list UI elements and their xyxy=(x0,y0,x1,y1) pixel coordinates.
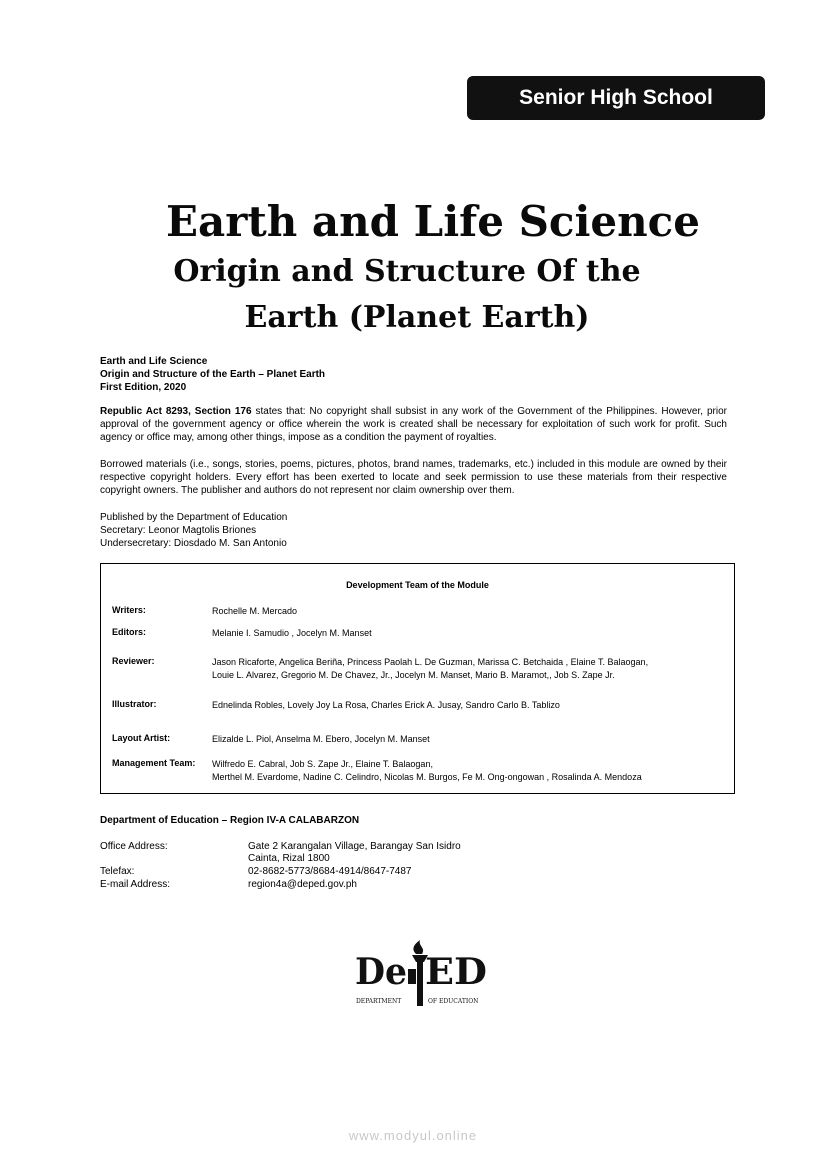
reviewer-line-2: Louie L. Alvarez, Gregorio M. De Chavez, Jr., Jocelyn M. Manset, Mario B. Maramot,, Job S. Zape Jr. xyxy=(212,670,615,680)
management-line-2: Merthel M. Evardome, Nadine C. Celindro, Nicolas M. Burgos, Fe M. Ong-ongowan , Rosalinda A. Mendoza xyxy=(212,772,642,782)
publisher-line: Published by the Department of Education xyxy=(100,512,288,523)
copyright-lead: Republic Act 8293, Section 176 xyxy=(100,406,252,417)
page-title: Earth and Life Science xyxy=(166,197,700,246)
writers-label: Writers: xyxy=(112,605,146,615)
editors-label: Editors: xyxy=(112,627,147,637)
telefax-value: 02-8682-5773/8684-4914/8647-7487 xyxy=(248,866,412,877)
meta-subject: Earth and Life Science xyxy=(100,356,208,367)
management-line-1: Wilfredo E. Cabral, Job S. Zape Jr., Elaine T. Balaogan, xyxy=(212,759,433,769)
copyright-text: states that: No copyright shall subsist in any work of the Government of the Philippines. However, prior approval of the government agency or office wherein the work is created shall be necessary for exploitation of such work for profit. Such agency or office may, among other things, impose as a condition the payment of royalties. xyxy=(100,406,727,443)
logo-sub-right: OF EDUCATION xyxy=(428,998,479,1005)
logo-sub-left: DEPARTMENT xyxy=(356,998,402,1005)
layout-artist-names: Elizalde L. Piol, Anselma M. Ebero, Jocelyn M. Manset xyxy=(212,734,430,744)
email-value: region4a@deped.gov.ph xyxy=(248,879,357,890)
development-team-box xyxy=(100,563,735,794)
publisher-info xyxy=(100,511,287,550)
copyright-paragraph xyxy=(100,405,727,444)
team-heading: Development Team of the Module xyxy=(346,580,489,590)
telefax-label: Telefax: xyxy=(100,866,135,877)
logo-word-left: De xyxy=(355,951,407,993)
reviewer-line-1: Jason Ricaforte, Angelica Beriña, Princess Paolah L. De Guzman, Marissa C. Betchaida , Elaine T. Balaogan, xyxy=(212,657,649,667)
office-address-line-1: Gate 2 Karangalan Village, Barangay San Isidro xyxy=(248,841,461,852)
logo-word-right: ED xyxy=(425,951,487,993)
page-subtitle-line2: Earth (Planet Earth) xyxy=(244,300,590,335)
region-heading: Department of Education – Region IV-A CALABARZON xyxy=(100,815,360,826)
deped-logo xyxy=(350,940,490,1010)
office-address-line-2: Cainta, Rizal 1800 xyxy=(248,853,330,864)
office-address-value xyxy=(248,841,461,865)
page-subtitle-line1: Origin and Structure Of the xyxy=(173,254,641,289)
undersecretary-line: Undersecretary: Diosdado M. San Antonio xyxy=(100,538,287,549)
management-team-names xyxy=(212,758,642,784)
reviewer-names xyxy=(212,656,648,682)
management-team-label: Management Team: xyxy=(112,758,196,768)
module-meta xyxy=(100,355,325,394)
meta-module: Origin and Structure of the Earth – Planet Earth xyxy=(100,369,326,380)
secretary-line: Secretary: Leonor Magtolis Briones xyxy=(100,525,257,536)
writers-names: Rochelle M. Mercado xyxy=(212,606,298,616)
meta-edition: First Edition, 2020 xyxy=(100,382,187,393)
watermark-url: www.modyul.online xyxy=(348,1128,478,1143)
reviewer-label: Reviewer: xyxy=(112,656,155,666)
office-address-label: Office Address: xyxy=(100,841,168,852)
illustrator-label: Illustrator: xyxy=(112,699,157,709)
borrowed-materials-paragraph: Borrowed materials (i.e., songs, stories, poems, pictures, photos, brand names, trademarks, etc.) included in this module are owned by their respective copyright holders. Every effort has been exerted to locate and seek permission to use these materials from their respective copyright owners. The publisher and authors do not represent nor claim ownership over them. xyxy=(100,459,727,496)
email-label: E-mail Address: xyxy=(100,879,171,890)
layout-artist-label: Layout Artist: xyxy=(112,733,171,743)
illustrator-names: Ednelinda Robles, Lovely Joy La Rosa, Charles Erick A. Jusay, Sandro Carlo B. Tablizo xyxy=(212,700,560,710)
senior-high-school-badge: Senior High School xyxy=(467,76,765,120)
editors-names: Melanie I. Samudio , Jocelyn M. Manset xyxy=(212,628,372,638)
